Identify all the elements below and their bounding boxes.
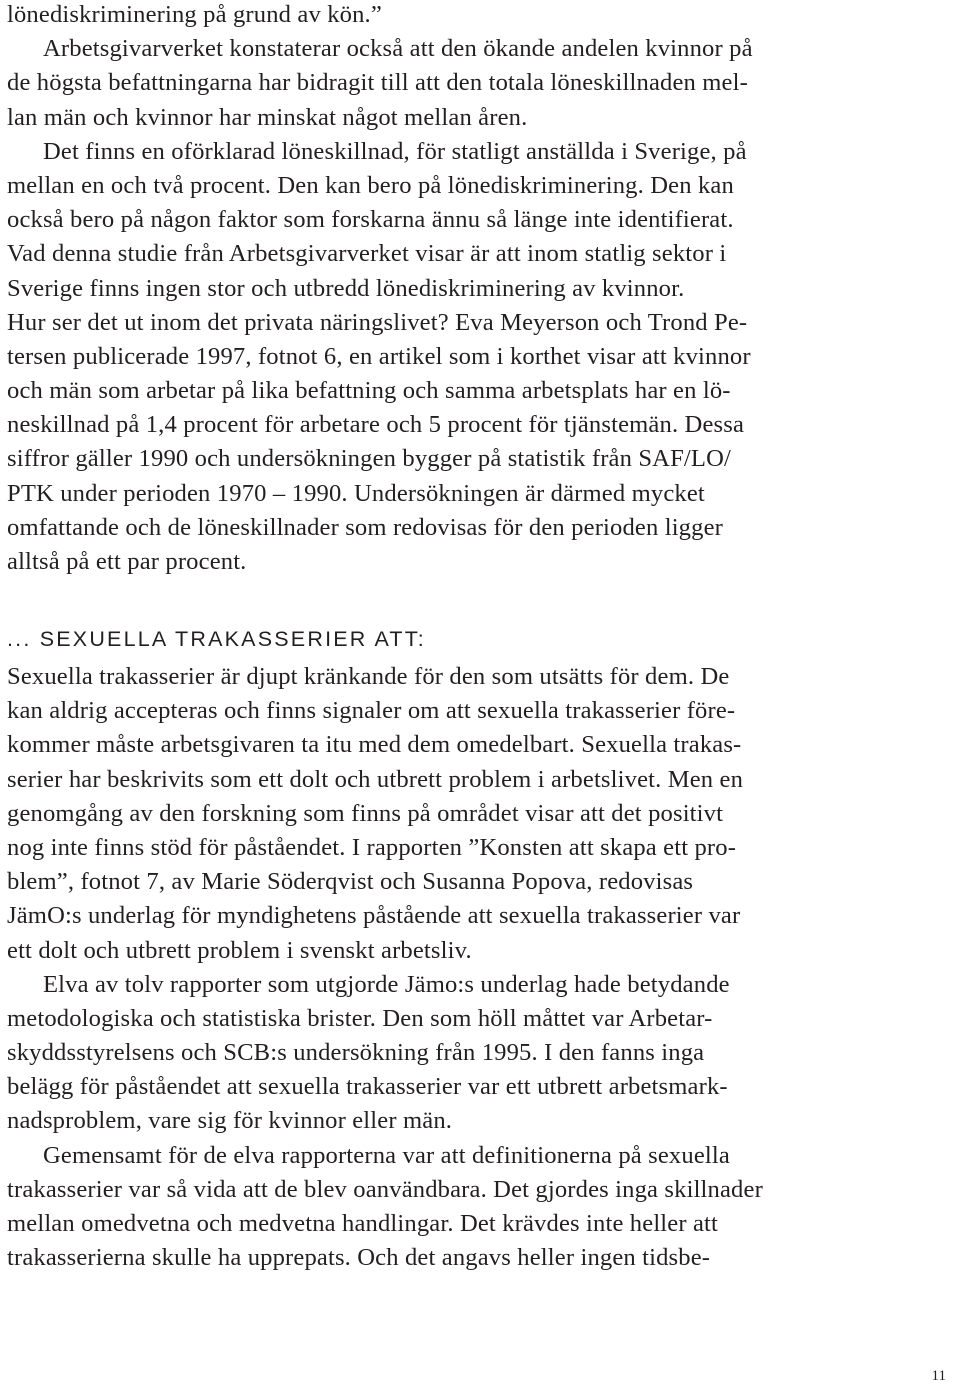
text-line: Hur ser det ut inom det privata näringslivet? Eva Meyerson och Trond Pe-: [7, 308, 748, 336]
text-line: lönediskriminering på grund av kön.”: [7, 1, 382, 28]
text-line: Gemensamt för de elva rapporterna var att definitionerna på sexuella: [43, 1141, 730, 1169]
text-line: och män som arbetar på lika befattning och samma arbetsplats har en lö-: [7, 377, 731, 405]
text-line: trakasserierna skulle ha upprepats. Och det angavs heller ingen tidsbe-: [7, 1244, 711, 1272]
text-line: trakasserier var så vida att de blev oanvändbara. Det gjordes inga skillnader: [7, 1175, 763, 1203]
text-line: Det finns en oförklarad löneskillnad, för statligt anställda i Sverige, på: [43, 137, 747, 165]
text-line: Elva av tolv rapporter som utgjorde Jämo:s underlag hade betydande: [43, 970, 730, 998]
text-line: Sexuella trakasserier är djupt kränkande för den som utsätts för dem. De: [7, 663, 730, 690]
text-line: PTK under perioden 1970 – 1990. Undersökningen är därmed mycket: [7, 479, 705, 507]
text-line: skyddsstyrelsens och SCB:s undersökning från 1995. I den fanns inga: [7, 1039, 705, 1067]
text-line: kan aldrig accepteras och finns signaler om att sexuella trakasserier före-: [7, 697, 736, 725]
text-line: siffror gäller 1990 och undersökningen bygger på statistik från SAF/LO/: [7, 445, 731, 473]
text-line: de högsta befattningarna har bidragit till att den totala löneskillnaden mel-: [7, 69, 748, 97]
text-line: Sverige finns ingen stor och utbredd lönediskriminering av kvinnor.: [7, 274, 685, 302]
text-line: omfattande och de löneskillnader som redovisas för den perioden ligger: [7, 513, 723, 541]
text-line: tersen publicerade 1997, fotnot 6, en artikel som i korthet visar att kvinnor: [7, 342, 751, 370]
page-number: 11: [931, 1368, 946, 1384]
body-text-section-1: [7, 0, 952, 579]
body-text-section-2: [7, 660, 952, 1275]
text-line: blem”, fotnot 7, av Marie Söderqvist och Susanna Popova, redovisas: [7, 868, 694, 896]
text-line: belägg för påståendet att sexuella trakasserier var ett utbrett arbetsmark-: [7, 1073, 728, 1101]
text-line: nadsproblem, vare sig för kvinnor eller män.: [7, 1107, 453, 1135]
text-line: nog inte finns stöd för påståendet. I rapporten ”Konsten att skapa ett pro-: [7, 833, 737, 861]
text-line: kommer måste arbetsgivaren ta itu med dem omedelbart. Sexuella trakas-: [7, 731, 742, 759]
text-line: ett dolt och utbrett problem i svenskt arbetsliv.: [7, 936, 472, 964]
text-line: alltså på ett par procent.: [7, 548, 247, 575]
section-heading: ... SEXUELLA TRAKASSERIER ATT:: [7, 627, 426, 651]
text-line: lan män och kvinnor har minskat något mellan åren.: [7, 103, 528, 131]
text-line: Arbetsgivarverket konstaterar också att den ökande andelen kvinnor på: [43, 35, 753, 63]
text-line: metodologiska och statistiska brister. Den som höll måttet var Arbetar-: [7, 1004, 713, 1032]
text-line: serier har beskrivits som ett dolt och utbrett problem i arbetslivet. Men en: [7, 765, 744, 793]
text-line: genomgång av den forskning som finns på området visar att det positivt: [7, 799, 724, 827]
text-line: Vad denna studie från Arbetsgivarverket visar är att inom statlig sektor i: [7, 240, 727, 268]
text-line: mellan en och två procent. Den kan bero på lönediskriminering. Den kan: [7, 171, 734, 199]
text-line: också bero på någon faktor som forskarna ännu så länge inte identifierat.: [7, 206, 734, 234]
text-line: mellan omedvetna och medvetna handlingar. Det krävdes inte heller att: [7, 1210, 719, 1237]
text-line: neskillnad på 1,4 procent för arbetare och 5 procent för tjänstemän. Dessa: [7, 411, 745, 439]
text-line: JämO:s underlag för myndighetens påstående att sexuella trakasserier var: [7, 902, 741, 930]
